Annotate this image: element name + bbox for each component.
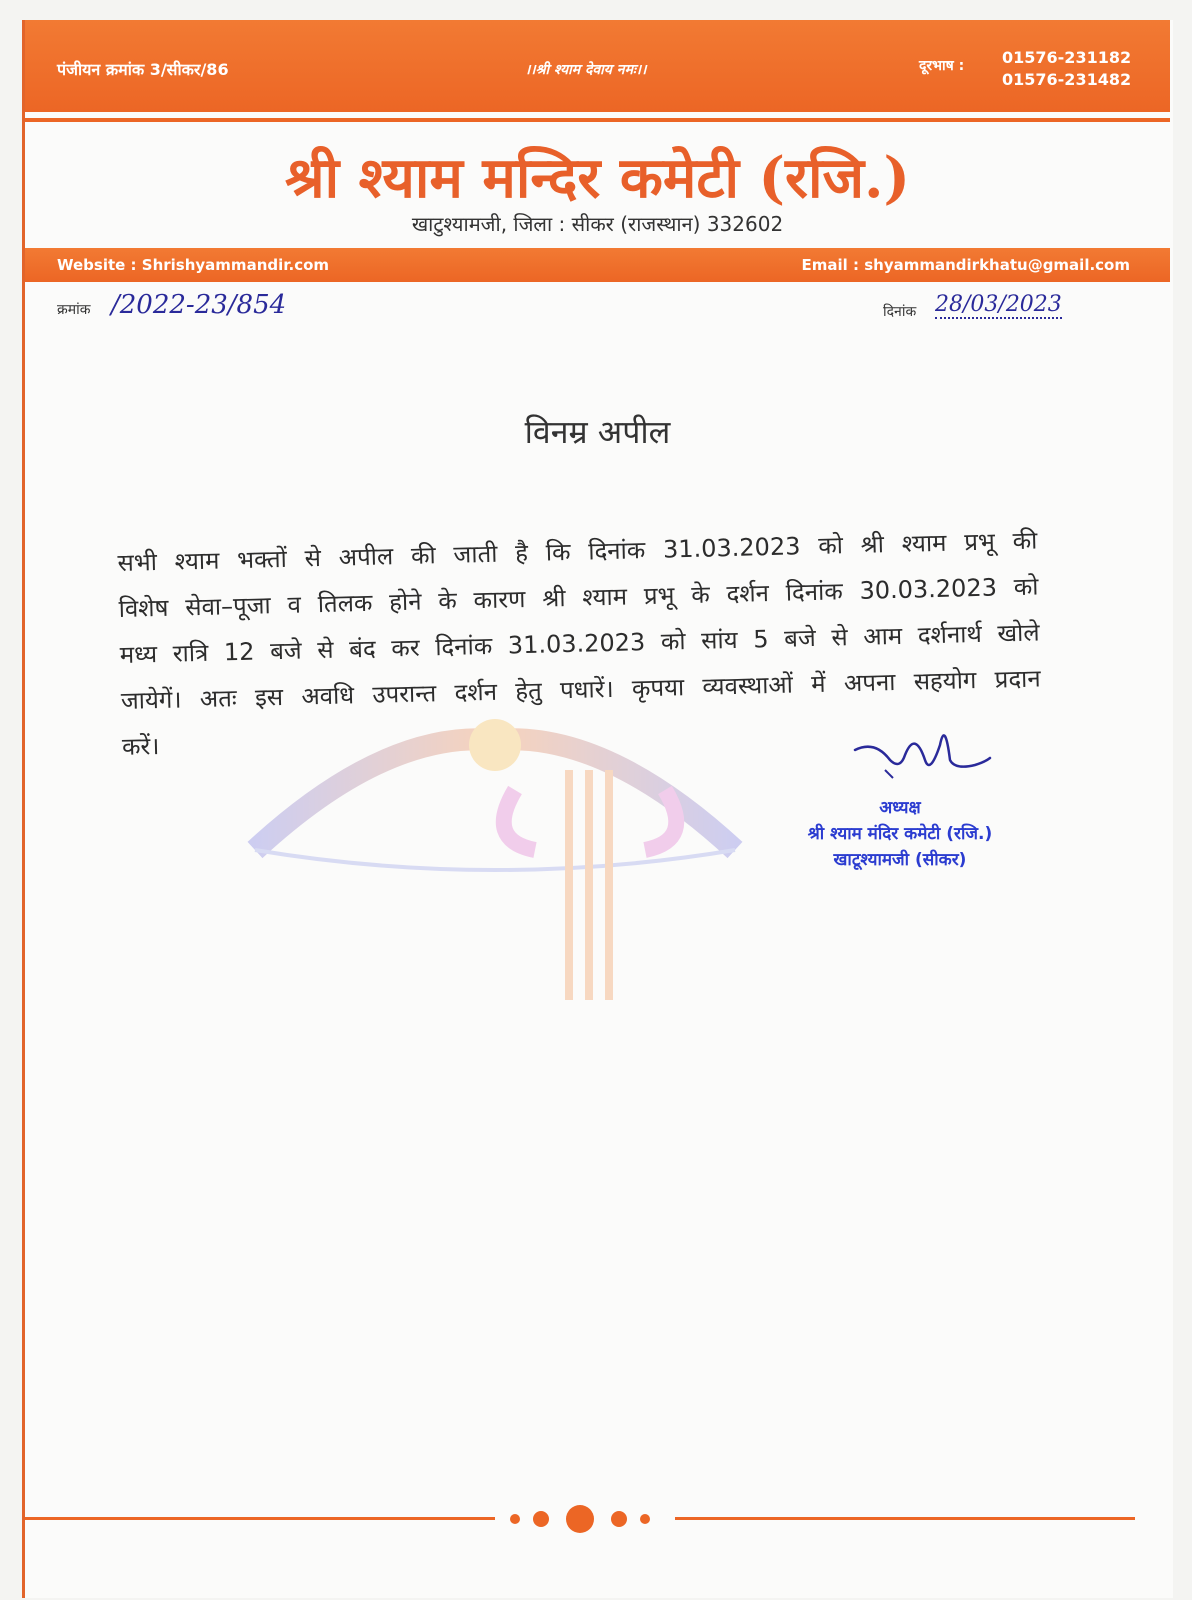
letter-body: सभी श्याम भक्तों से अपील की जाती है कि दिनांक 31.03.2023 को श्री श्याम प्रभू की विशेष सेवा–पूजा व तिलक होने के कारण श्री श्याम प्रभू के दर्शन दिनांक 30.03.2023 को मध्य रात्रि 12 बजे से बंद कर दिनांक 31.03.2023 को सांय 5 बजे से आम दर्शनार्थ खोले जायेगें। अतः इस अवधि उपरान्त दर्शन हेतु पधारें। कृपया व्यवस्थाओं में अपना सहयोग प्रदान करें।	[117, 526, 1042, 761]
footer-rule-right	[675, 1517, 1135, 1520]
contact-band	[25, 248, 1170, 282]
reference-number: /2022-23/854	[111, 290, 287, 320]
header-rule	[25, 118, 1170, 122]
footer-dots-ornament-icon	[505, 1502, 675, 1536]
footer-rule-left	[25, 1517, 495, 1520]
organization-address: खाटुश्यामजी, जिला : सीकर (राजस्थान) 332602	[411, 212, 784, 236]
registration-number: पंजीयन क्रमांक 3/सीकर/86	[57, 60, 229, 79]
letterhead-page	[22, 20, 1173, 1598]
signatory-designation: अध्यक्ष	[879, 798, 921, 818]
date-label: दिनांक	[883, 304, 917, 320]
signatory-place: खाटूश्यामजी (सीकर)	[833, 850, 967, 870]
phone-label: दूरभाष :	[919, 58, 965, 74]
header-band	[25, 20, 1170, 112]
phone-number-1: 01576-231182	[1002, 48, 1132, 67]
website-text: Website : Shrishyammandir.com	[57, 256, 330, 274]
phone-number-2: 01576-231482	[1002, 70, 1132, 89]
handwritten-signature-icon	[845, 710, 995, 790]
letter-date: 28/03/2023	[935, 292, 1062, 317]
organization-title: श्री श्याम मन्दिर कमेटी (रजि.)	[284, 145, 911, 211]
signatory-block	[765, 795, 1035, 873]
letter-subject: विनम्र अपील	[524, 413, 671, 451]
reference-label: क्रमांक	[57, 302, 91, 318]
signatory-organization: श्री श्याम मंदिर कमेटी (रजि.)	[807, 824, 993, 844]
email-text: Email : shyammandirkhatu@gmail.com	[801, 256, 1130, 274]
mantra-text: ।।श्री श्याम देवाय नमः।।	[525, 62, 647, 78]
